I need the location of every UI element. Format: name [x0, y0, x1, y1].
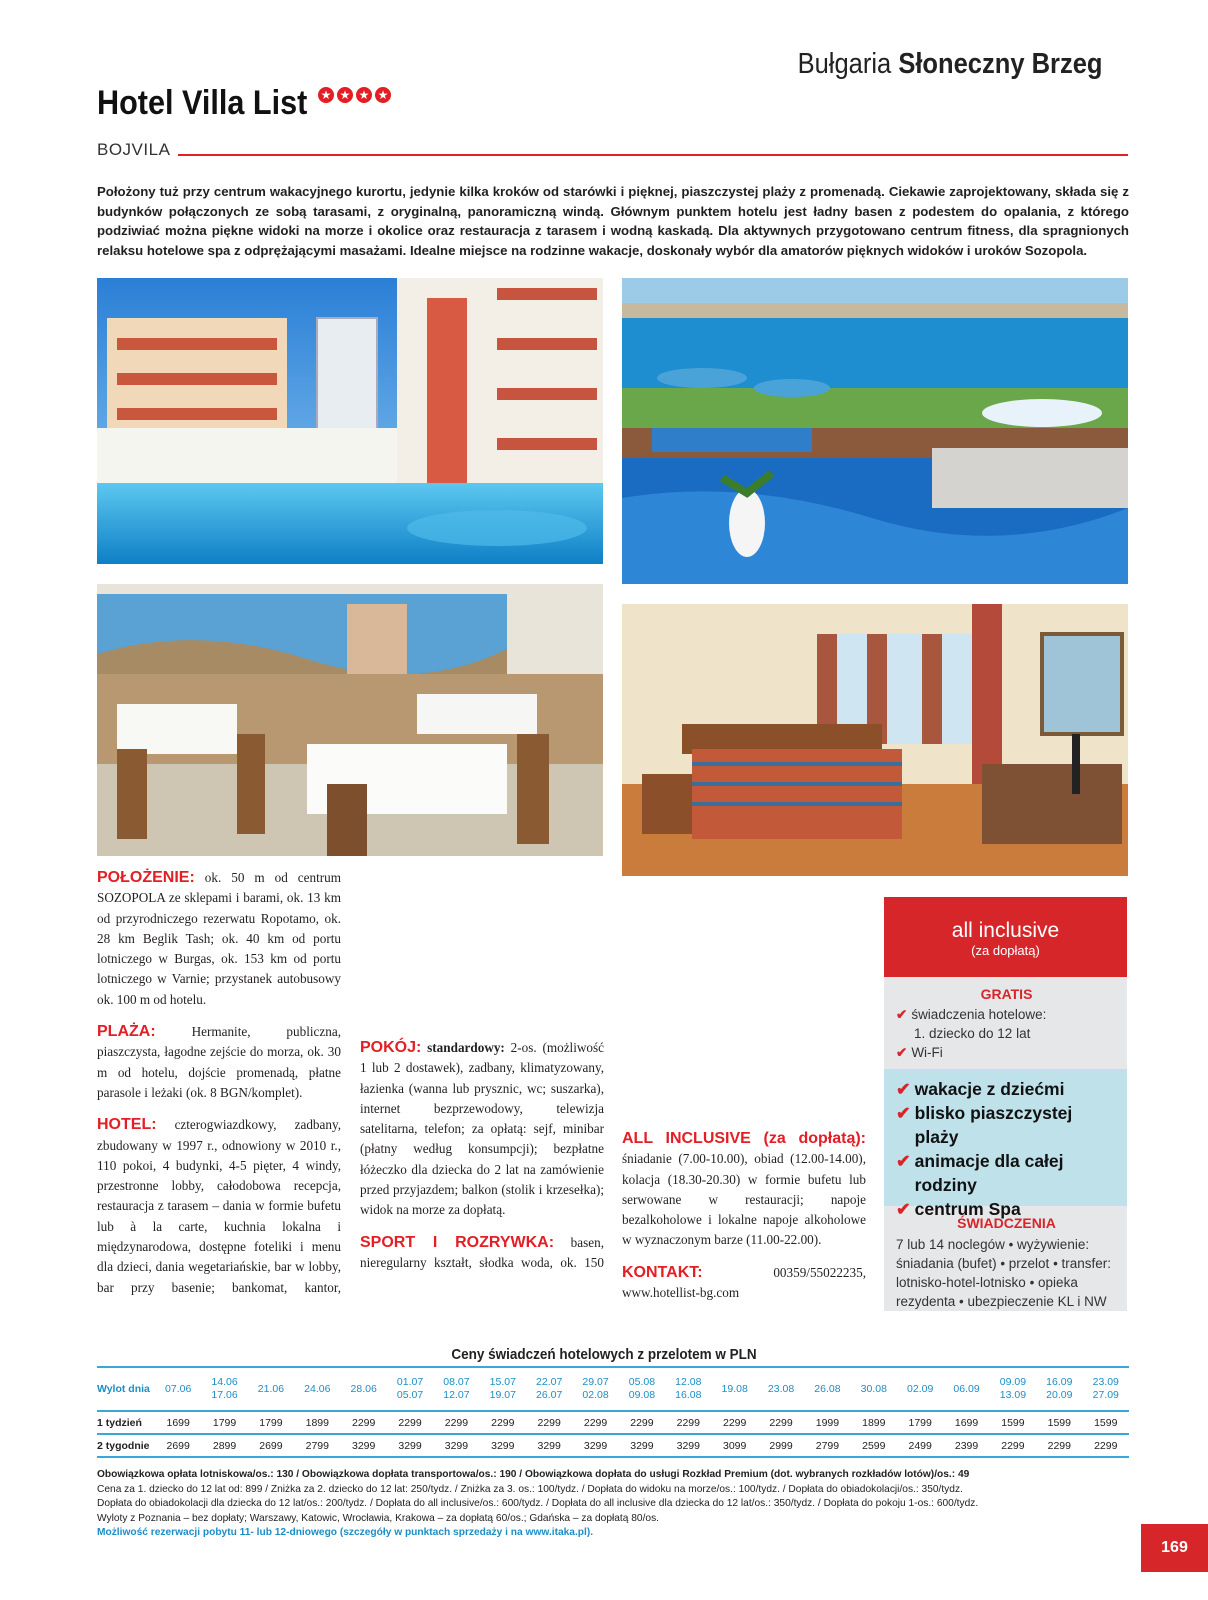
price-cell: 1599 [1094, 1416, 1118, 1429]
price-cell: 1799 [908, 1416, 932, 1429]
region-country: Bułgaria [798, 48, 892, 80]
section-kontakt [622, 1263, 866, 1304]
page-number: 169 [1141, 1524, 1208, 1572]
price-cell: 3299 [630, 1439, 654, 1452]
section-pokoj [360, 1038, 604, 1221]
price-cell: 3299 [491, 1439, 515, 1452]
departure-date: 26.08 [814, 1382, 841, 1395]
photo-restaurant [97, 584, 603, 856]
note-line: Wyloty z Poznania – bez dopłaty; Warszawy, Katowic, Wrocławia, Krakowa – za dopłatą 60/os.; Gdańska – za dopłatą 80/os. [97, 1512, 660, 1524]
gratis-item: ✔ świadczenia hotelowe: [896, 1007, 1047, 1022]
departure-date: 05.08 09.08 [628, 1376, 656, 1401]
price-cell: 3099 [723, 1439, 747, 1452]
price-cell: 3299 [583, 1439, 608, 1452]
departure-date: 21.06 [257, 1382, 285, 1395]
all-inclusive-subtitle: (za dopłatą) [971, 943, 1040, 958]
all-inclusive-title: all inclusive [951, 919, 1060, 942]
price-cell: 2299 [630, 1416, 654, 1429]
photo-hotel-pool [97, 278, 603, 564]
price-cell: 3299 [398, 1439, 422, 1452]
section-text: Hermanite, publiczna, piaszczysta, łagodne zejście do morza, ok. 30 m od hotelu, dojście promenadą, płatne parasole i leżaki (ok. 8 BGN/komplet). [97, 1024, 341, 1100]
price-cell: 2299 [676, 1416, 700, 1429]
check-icon: ✔ [896, 1007, 908, 1022]
section-text: 00359/55022235, www.hotellist-bg.com [622, 1264, 866, 1301]
departure-date: 08.07 12.07 [443, 1376, 470, 1401]
section-label: POKÓJ: [360, 1039, 422, 1056]
gratis-panel [884, 977, 1127, 1069]
check-icon: ✔ [896, 1045, 908, 1060]
price-cell: 2299 [444, 1416, 469, 1429]
price-cell: 1699 [166, 1416, 190, 1429]
departure-date: 16.09 20.09 [1046, 1376, 1073, 1401]
gratis-title: GRATIS [980, 986, 1033, 1002]
price-cell: 3299 [676, 1439, 700, 1452]
text-column-1 [97, 868, 341, 1313]
text-column-3 [622, 893, 866, 1315]
price-cell: 2399 [954, 1439, 979, 1452]
section-text: basen, nieregularny kształt, słodka woda, ok. 150 [360, 1234, 604, 1270]
feature-item: ✔ animacje dla całej rodziny [896, 1151, 1064, 1195]
departure-date: 23.09 27.09 [1092, 1376, 1119, 1401]
price-cell: 2299 [1047, 1439, 1071, 1452]
intro-paragraph: Położony tuż przy centrum wakacyjnego kurortu, jedynie kilka kroków od starówki i pięknej, piaszczystej plaży z promenadą. Ciekawie zaprojektowany, składa się z budynków połączonych ze sobą tarasami, z oryginalną, panoramiczną windą. Głównym punktem hotelu jest ładny basen z podestem do opalania, z którego podziwiać można piękne widoki na morze i okolice oraz restauracja z tarasem i wodną kaskadą. Dla aktywnych przygotowano centrum fitness, dla spragnionych relaksu hotelowe spa z odprężającymi masażami. Idealne miejsce na rodzinne wakacje, doskonały wybór dla amatorów pięknych widoków i uroków Sozopola. [97, 184, 1129, 258]
price-table-title: Ceny świadczeń hotelowych z przelotem w PLN [451, 1346, 757, 1363]
price-cell: 2999 [769, 1439, 793, 1452]
feature-item: ✔ blisko piaszczystej plaży [896, 1103, 1073, 1147]
price-cell: 1599 [1047, 1416, 1071, 1429]
price-cell: 2299 [583, 1416, 608, 1429]
price-table [97, 1366, 1129, 1458]
price-cell: 1799 [259, 1416, 283, 1429]
gratis-item: ✔ Wi-Fi [896, 1045, 943, 1060]
photo-hotel-room [622, 604, 1128, 876]
departure-date: 14.06 17.06 [211, 1376, 238, 1401]
section-label: POŁOŻENIE: [97, 869, 195, 886]
section-plaza [97, 1022, 341, 1103]
section-label: ALL INCLUSIVE (za dopłatą): [622, 1130, 866, 1147]
star-icon: ★ [356, 87, 372, 103]
price-row-1-week [97, 1411, 1129, 1434]
price-cell: 2799 [305, 1439, 329, 1452]
departure-date: 07.06 [165, 1382, 192, 1395]
section-sport [360, 1233, 604, 1275]
check-icon: ✔ [896, 1151, 911, 1171]
departure-date: 22.07 26.07 [536, 1376, 563, 1401]
price-cell: 2299 [769, 1416, 793, 1429]
check-icon: ✔ [896, 1079, 911, 1099]
region-title [798, 48, 1103, 81]
section-text: 2-os. (możliwość 1 lub 2 dostawek), zadbany, klimatyzowany, łazienka (wanna lub prysznic, wc; suszarka), internet bezprzewodowy, telewizja satelitarna, telefon; za opłatą: sejf, minibar (płatny według konsumpcji); bezpłatne łóżeczko dla dziecka do 2 lat na zamówienie przed przyjazdem; balkon (stolik i krzesełka); widok na morze za dopłatą. [360, 1040, 604, 1218]
price-cell: 2299 [491, 1416, 515, 1429]
price-cell: 3299 [352, 1439, 376, 1452]
price-cell: 2299 [537, 1416, 561, 1429]
section-hotel [97, 1115, 341, 1301]
photo-pool-sea-view [622, 278, 1128, 584]
section-sublabel: standardowy: [421, 1040, 505, 1055]
departure-date: 24.06 [304, 1382, 331, 1395]
departure-date: 02.09 [907, 1382, 934, 1395]
price-cell: 2299 [1094, 1439, 1118, 1452]
swiadczenia-text: 7 lub 14 noclegów • wyżywienie: śniadania (bufet) • przelot • transfer: lotnisko-hotel-lotnisko • opieka rezydenta • ubezpieczenie KL i NW [896, 1237, 1112, 1309]
price-row-label: 1 tydzień [97, 1416, 142, 1429]
departure-date: 30.08 [860, 1382, 887, 1395]
gratis-item: 1. dziecko do 12 lat [914, 1026, 1031, 1041]
note-line: Cena za 1. dziecko do 12 lat od: 899 / Zniżka za 2. dziecko do 12 lat: 250/tydz. / Zniżka za 3. os.: 100/tydz. / Dopłata do widoku na morze/os.: 100/tydz. / Dopłata do obiadokolacji/os.: 350/tydz. [97, 1483, 963, 1495]
departure-date: 12.08 16.08 [675, 1376, 702, 1401]
section-label: HOTEL: [97, 1116, 157, 1134]
departure-date: 23.08 [767, 1382, 795, 1395]
departure-date: 28.06 [350, 1382, 377, 1395]
star-icon: ★ [318, 87, 334, 103]
note-line: Dopłata do obiadokolacji dla dziecka do 12 lat/os.: 200/tydz. / Dopłata do all inclusive/os.: 600/tydz. / Dopłata do all inclusive dla dziecka do 12 lat/os.: 350/tydz. / Dopłata do pokoju 1-os.: 600/tydz. [97, 1498, 979, 1509]
page-header [0, 0, 1208, 170]
price-cell: 2699 [259, 1439, 283, 1452]
check-icon: ✔ [896, 1103, 911, 1123]
note-line: Możliwość rezerwacji pobytu 11- lub 12-dniowego (szczegóły w punktach sprzedaży i na www.itaka.pl). [97, 1527, 594, 1538]
section-label: SPORT I ROZRYWKA: [360, 1233, 555, 1251]
feature-item: ✔ centrum Spa [896, 1199, 1021, 1219]
price-cell: 2799 [815, 1439, 840, 1452]
feature-item: ✔ wakacje z dziećmi [896, 1079, 1065, 1099]
text-column-2 [360, 868, 604, 1287]
departure-date: 29.07 02.08 [582, 1376, 609, 1401]
price-cell: 2699 [166, 1439, 190, 1452]
departure-label: Wylot dnia [97, 1382, 150, 1395]
price-cell: 2299 [723, 1416, 747, 1429]
departure-date: 06.09 [953, 1382, 980, 1395]
price-cell: 3299 [444, 1439, 469, 1452]
departure-date: 19.08 [721, 1382, 748, 1395]
section-polozenie [97, 868, 341, 1010]
section-label: KONTAKT: [622, 1263, 703, 1281]
region-resort: Słoneczny Brzeg [898, 48, 1103, 80]
check-icon: ✔ [896, 1199, 911, 1219]
swiadczenia-title: ŚWIADCZENIA [957, 1215, 1056, 1231]
price-row-2-weeks [97, 1434, 1129, 1457]
features-panel [884, 1069, 1127, 1219]
price-cell: 1699 [954, 1416, 979, 1429]
price-cell: 2599 [862, 1439, 886, 1452]
hotel-stars [318, 87, 391, 103]
section-text: ok. 50 m od centrum SOZOPOLA ze sklepami i barami, ok. 13 km od przyrodniczego rezerwatu Ropotamo, ok. 28 km Beglik Tash; ok. 40 km od portu lotniczego w Burgas, ok. 153 km od portu lotniczego w Varnie; przystanek autobusowy ok. 100 m od hotelu. [97, 870, 341, 1007]
price-cell: 2899 [212, 1439, 237, 1452]
all-inclusive-box [884, 897, 1127, 1311]
price-row-label: 2 tygodnie [97, 1439, 150, 1452]
swiadczenia-panel [884, 1206, 1127, 1311]
price-cell: 3299 [537, 1439, 561, 1452]
price-cell: 2299 [398, 1416, 422, 1429]
price-cell: 1599 [1001, 1416, 1025, 1429]
section-label: PLAŻA: [97, 1023, 156, 1041]
section-text: śniadanie (7.00-10.00), obiad (12.00-14.00), kolacja (18.30-20.30) w formie bufetu lub serwowane w restauracji; napoje bezalkoholowe i lokalne napoje alkoholowe w wyznaczonym barze (11.00-22.00). [622, 1151, 866, 1248]
star-icon: ★ [375, 87, 391, 103]
departure-date: 01.07 05.07 [396, 1376, 424, 1401]
price-cell: 1899 [305, 1416, 329, 1429]
hotel-location: BOJVILA [97, 140, 171, 159]
section-text: czterogwiazdkowy, zadbany, zbudowany w 1997 r., odnowiony w 2010 r., 110 pokoi, 4 budynki, 4-5 pięter, 4 windy, przestronne lobby, całodobowa recepcja, restauracja z tarasem – dania w formie bufetu lub à la carte, kuchnia lokalna i międzynarodowa, dostępne foteliki i menu dla dzieci, dania wegetariańskie, bar w lobby, bar przy basenie; bankomat, kantor, [97, 1117, 341, 1295]
hotel-name: Hotel Villa List [97, 84, 308, 122]
header-divider [178, 154, 1128, 156]
note-line: Obowiązkowa opłata lotniskowa/os.: 130 / Obowiązkowa dopłata transportowa/os.: 190 / Obowiązkowa dopłata do usługi Rozkład Premium (dot. wybranych rozkładów lotów)/os.: 49 [97, 1469, 970, 1480]
price-table-header [97, 1367, 1129, 1411]
section-allinclusive [622, 1129, 866, 1251]
price-cell: 2299 [352, 1416, 376, 1429]
price-cell: 2299 [1001, 1439, 1025, 1452]
departure-date: 09.09 13.09 [999, 1376, 1027, 1401]
all-inclusive-header [884, 897, 1127, 977]
price-cell: 2499 [908, 1439, 932, 1452]
price-notes [97, 1468, 1129, 1541]
departure-date: 15.07 19.07 [489, 1376, 516, 1401]
price-cell: 1799 [212, 1416, 237, 1429]
price-cell: 1899 [862, 1416, 886, 1429]
price-cell: 1999 [815, 1416, 840, 1429]
star-icon: ★ [337, 87, 353, 103]
